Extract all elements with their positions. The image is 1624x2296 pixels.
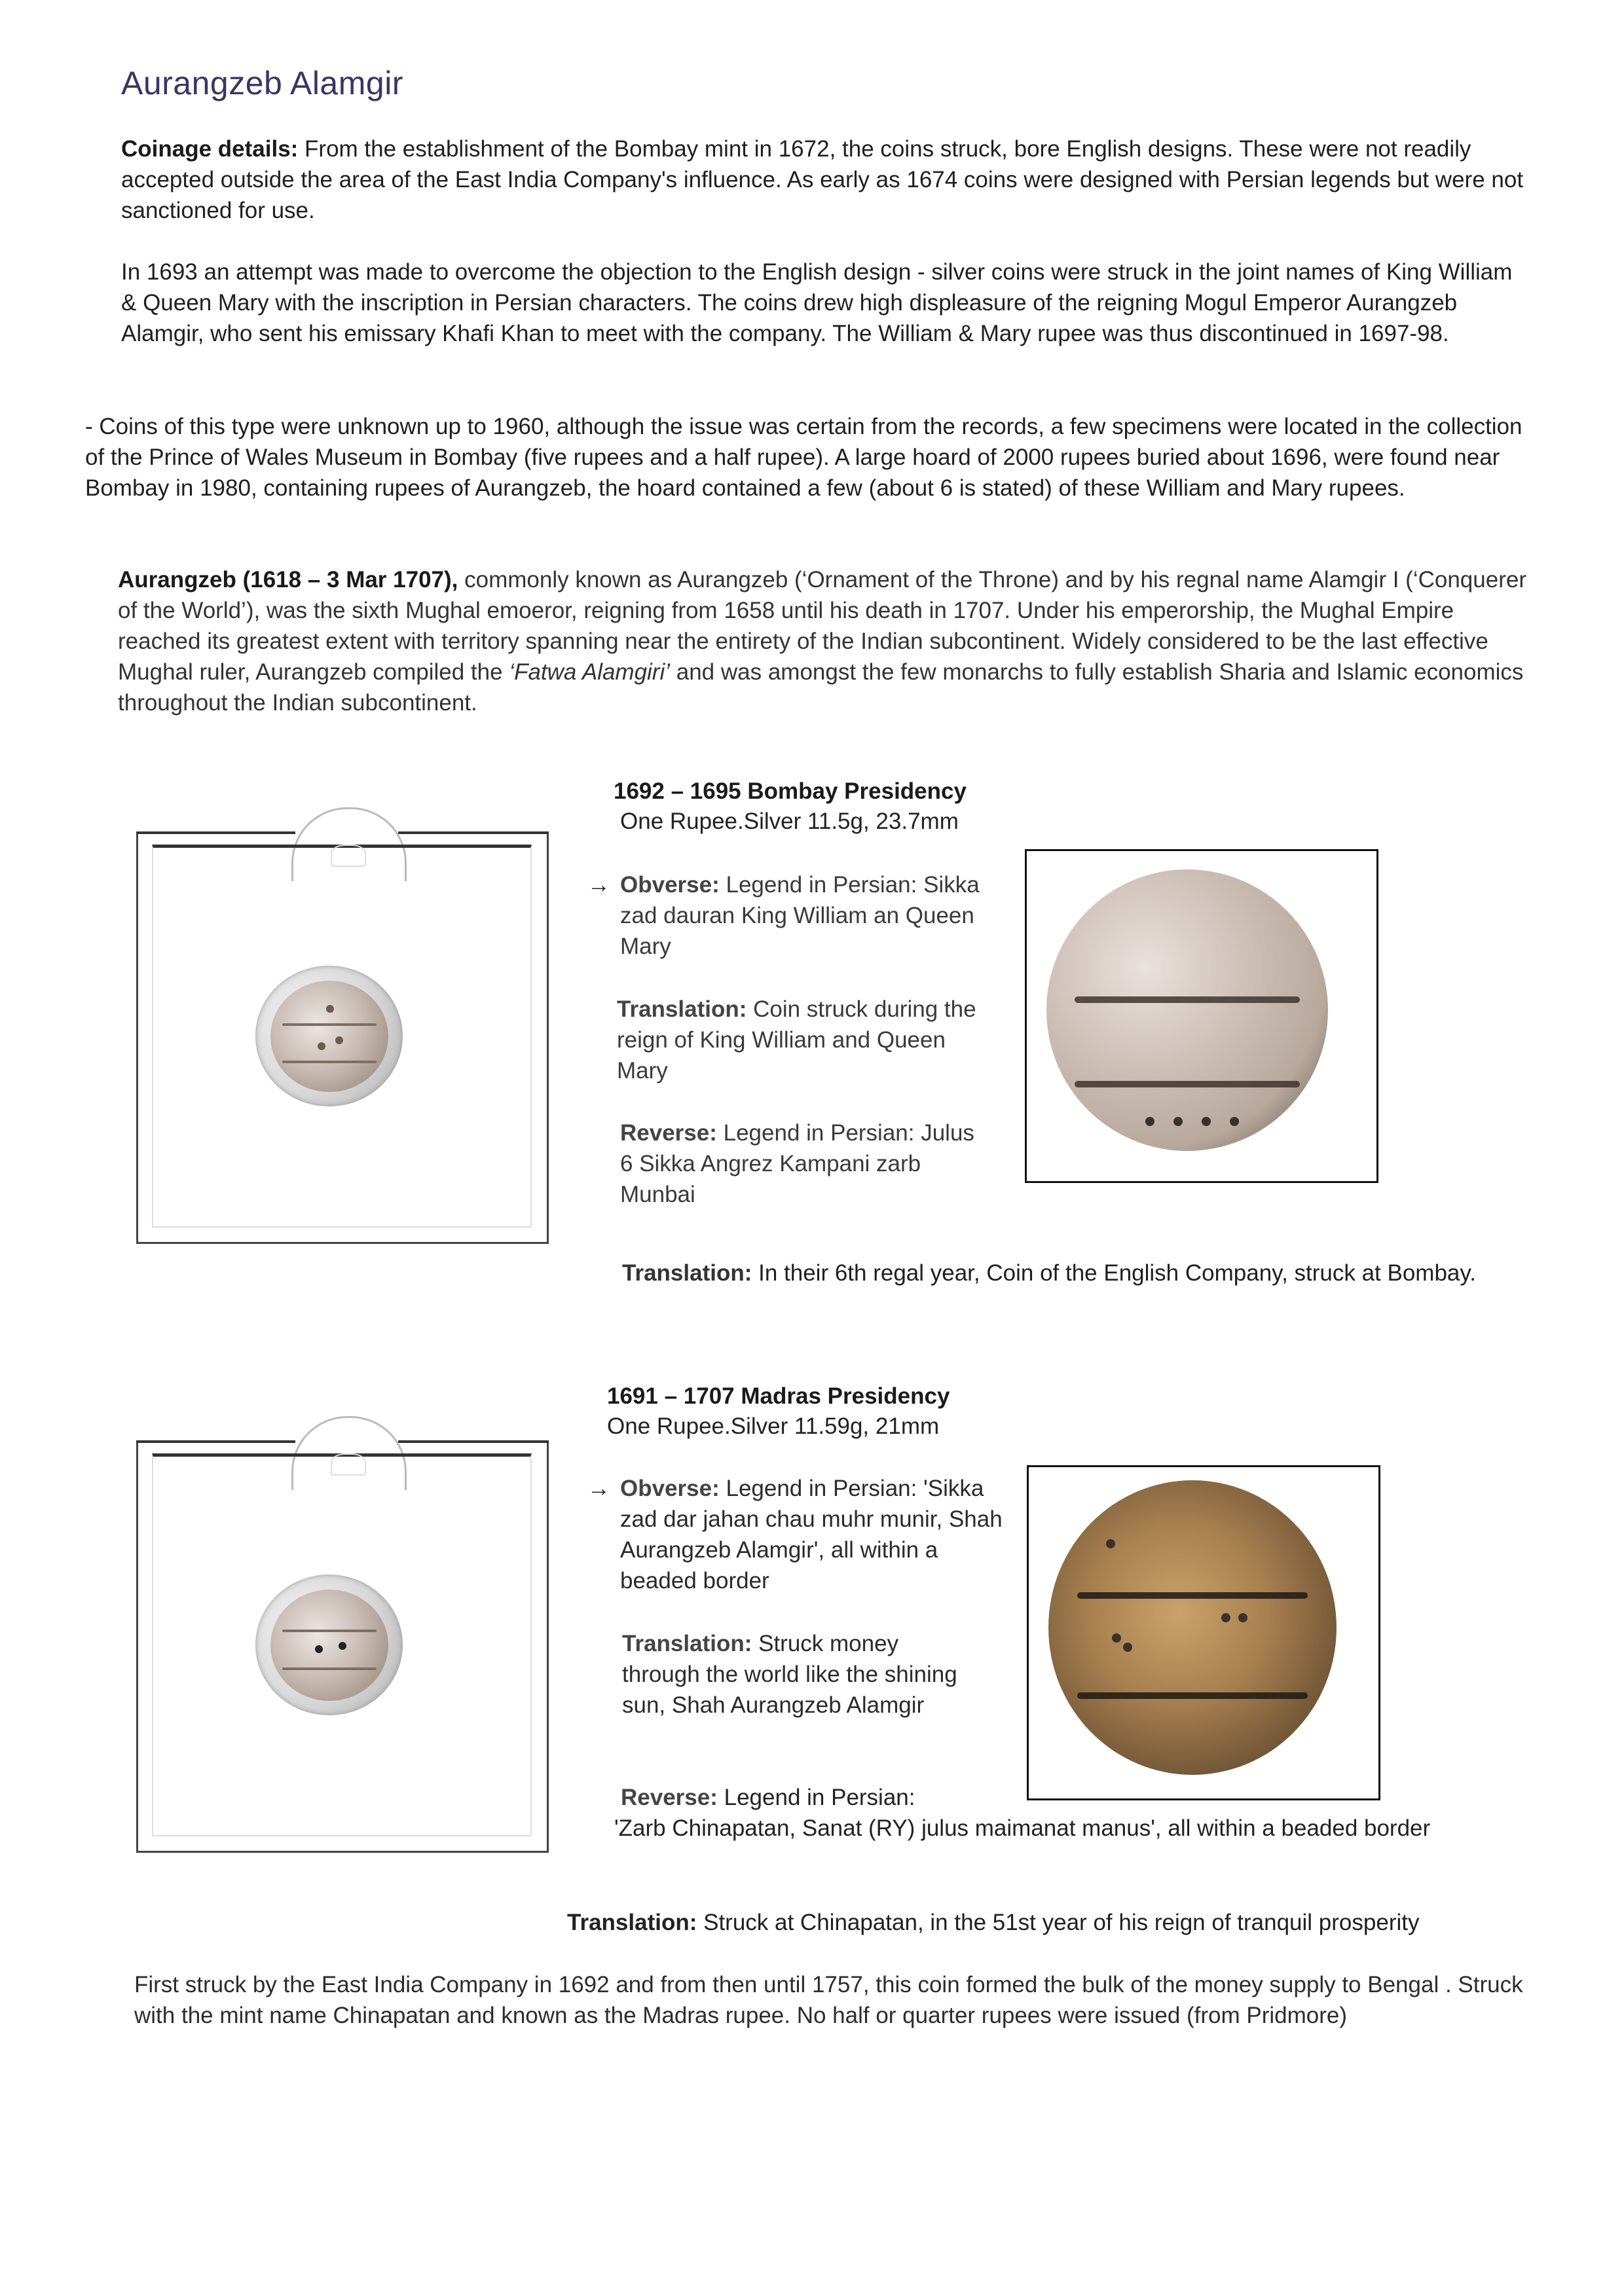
- madras-rupee-footnote: First struck by the East India Company in 1692 and from then until 1757, this coin formed the bulk of the money supply to Bengal . Struck with the mint name Chinapatan and known as the Madras rupee. No half or quarter rupees were issued (from Pridmore): [134, 1972, 1523, 2028]
- coin-madras-large-image: [1048, 1480, 1337, 1775]
- coin-bombay-obverse: [587, 869, 987, 962]
- william-mary-paragraph: In 1693 an attempt was made to overcome the objection to the English design - silver coins were struck in the joint names of King William & Queen Mary with the inscription in Persian characters. The coins drew high displeasure of the reigning Mogul Emperor Aurangzeb Alamgir, who sent his emissary Khafi Khan to meet with the company. The William & Mary rupee was thus discontinued in 1697-98.: [121, 259, 1513, 346]
- reverse-label: Reverse:: [620, 1120, 717, 1146]
- bio-lead: Aurangzeb (1618 – 3 Mar 1707),: [118, 567, 458, 592]
- holder-top-edge-right: [398, 1440, 549, 1443]
- translation-label: Translation:: [617, 996, 747, 1022]
- coin-madras-small-image: [270, 1590, 388, 1701]
- coin-holder-madras: [118, 1404, 544, 1863]
- bio-italic: ‘Fatwa Alamgiri’: [509, 659, 671, 685]
- coin-madras-obverse: [587, 1473, 1013, 1596]
- coin-madras-subheading: One Rupee.Silver 11.59g, 21mm: [607, 1413, 940, 1439]
- translation-text: In their 6th regal year, Coin of the English Company, struck at Bombay.: [752, 1260, 1477, 1286]
- holder-emblem-icon: [331, 1453, 366, 1476]
- coin-holder-bombay: [118, 795, 544, 1254]
- coin-madras-reverse-translation: [567, 1907, 1549, 1938]
- hoard-paragraph: [85, 411, 1526, 503]
- coin-bombay-heading: 1692 – 1695 Bombay Presidency: [614, 778, 967, 804]
- reverse-text: Legend in Persian: Julus 6 Sikka Angrez Kampani zarb Munbai: [620, 1120, 974, 1207]
- coin-bombay-reverse-translation: [622, 1258, 1493, 1288]
- reverse-label: Reverse:: [621, 1785, 718, 1810]
- translation-text: Coin struck during the reign of King William and Queen Mary: [617, 996, 976, 1084]
- obverse-text: Legend in Persian: Sikka zad dauran King William an Queen Mary: [620, 872, 980, 959]
- coin-madras-obverse-translation: [622, 1628, 976, 1721]
- hoard-text: Coins of this type were unknown up to 1960, although the issue was certain from the records, a few specimens were located in the collection of the Prince of Wales Museum in Bombay (five rupees and a half rupee). A large hoard of 2000 rupees buried about 1696, were found near Bombay in 1980, containing rupees of Aurangzeb, the hoard contained a few (about 6 is stated) of these William and Mary rupees.: [85, 414, 1522, 501]
- translation-text: Struck at Chinapatan, in the 51st year of his reign of tranquil prosperity: [697, 1910, 1420, 1935]
- coin-madras-heading: 1691 – 1707 Madras Presidency: [607, 1383, 950, 1409]
- coin-madras-header: [607, 1381, 950, 1442]
- translation-label: Translation:: [622, 1260, 752, 1286]
- reverse-text: 'Zarb Chinapatan, Sanat (RY) julus maimanat manus', all within a beaded border: [614, 1815, 1431, 1841]
- coin-bombay-photo: [1025, 849, 1378, 1183]
- coin-bombay-obverse-translation: [617, 994, 984, 1086]
- holder-top-edge-left: [136, 831, 295, 834]
- coinage-details-label: Coinage details:: [121, 136, 299, 162]
- holder-top-edge-right: [398, 831, 549, 834]
- translation-text: Struck money through the world like the shining sun, Shah Aurangzeb Alamgir: [622, 1631, 957, 1718]
- translation-label: Translation:: [567, 1910, 697, 1935]
- coin-madras-photo: [1027, 1465, 1380, 1800]
- obverse-text: Legend in Persian: 'Sikka zad dar jahan chau muhr munir, Shah Aurangzeb Alamgir', all within a beaded border: [620, 1476, 1003, 1594]
- obverse-label: Obverse:: [620, 872, 720, 898]
- coin-bombay-header: [614, 776, 967, 837]
- holder-top-edge-left: [136, 1440, 295, 1443]
- right-arrow-icon: →: [587, 1476, 610, 1501]
- reverse-intro: Legend in Persian:: [717, 1785, 915, 1810]
- coin-bombay-subheading: One Rupee.Silver 11.5g, 23.7mm: [620, 809, 959, 834]
- obverse-label: Obverse:: [620, 1476, 720, 1501]
- coinage-details-text: From the establishment of the Bombay mint in 1672, the coins struck, bore English designs. These were not readily accepted outside the area of the East India Company's influence. As early as 1674 coins were designed with Persian legends but were not sanctioned for use.: [121, 136, 1524, 223]
- coin-bombay-reverse: [620, 1118, 987, 1210]
- coinage-details-paragraph: [121, 134, 1529, 226]
- page-title: Aurangzeb Alamgir: [121, 65, 403, 101]
- right-arrow-icon: →: [587, 872, 610, 898]
- coin-bombay-large-image: [1046, 869, 1328, 1151]
- bio-text-a: commonly known as Aurangzeb (‘Ornament of the Throne) and by his regnal name Alamgir I (‘Conquerer of the World’), was the sixth Mughal emoeror, reigning from 1658 until his death in 1707. Under his emperorship, the Mughal Empire reached its greatest extent with territory spanning near the entirety of the Indian subcontinent. Widely considered to be the last effective Mughal ruler, Aurangzeb compiled the: [118, 567, 1526, 685]
- holder-emblem-icon: [331, 845, 366, 867]
- list-dash: -: [85, 414, 100, 439]
- coin-bombay-small-image: [270, 981, 388, 1092]
- aurangzeb-bio-paragraph: [118, 564, 1539, 718]
- translation-label: Translation:: [622, 1631, 752, 1656]
- bio-text-b: and was amongst the few monarchs to fully establish Sharia and Islamic economics throughout the Indian subcontinent.: [118, 659, 1524, 716]
